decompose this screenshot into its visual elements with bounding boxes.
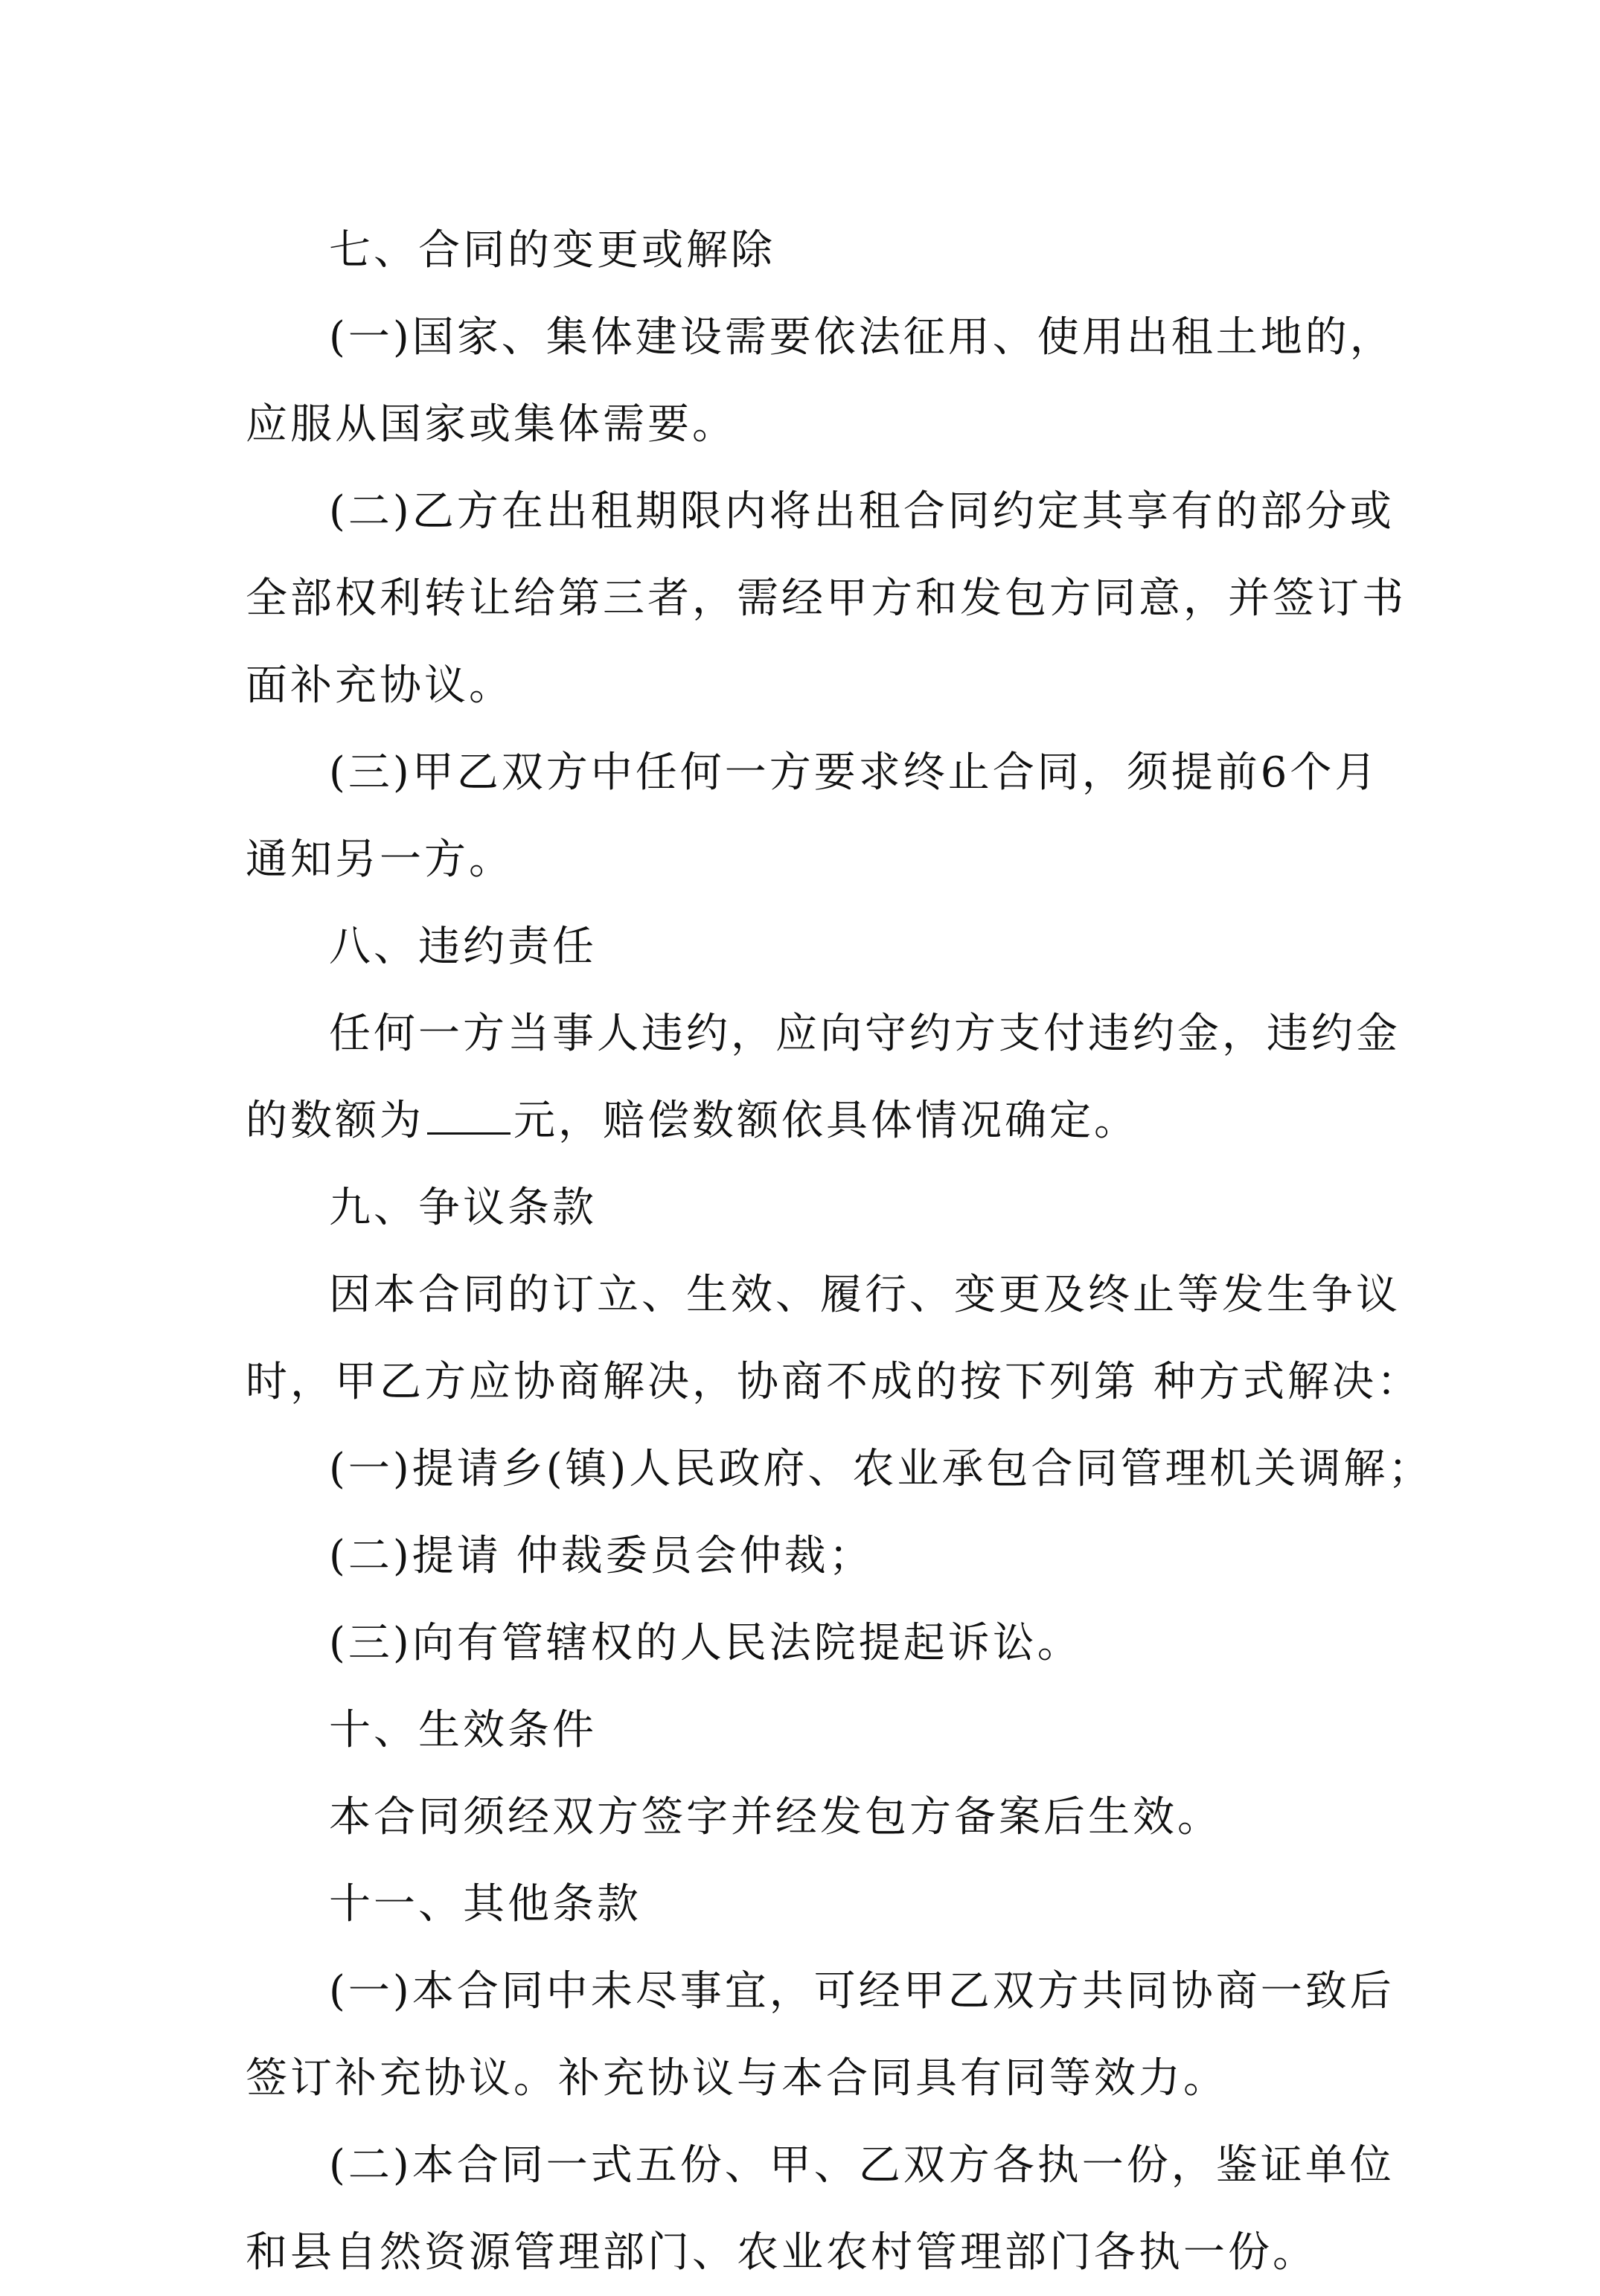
paragraph-line: (一)本合同中未尽事宜，可经甲乙双方共同协商一致后	[329, 1967, 1395, 2016]
paragraph-line: (一)国家、集体建设需要依法征用、使用出租土地的，	[329, 313, 1395, 362]
paragraph-line: (二)本合同一式五份、甲、乙双方各执一份，鉴证单位	[329, 2141, 1395, 2190]
paragraph-line: (二)乙方在出租期限内将出租合同约定其享有的部分或	[329, 487, 1395, 536]
paragraph-text: 仲裁委员会仲裁；	[516, 1532, 874, 1580]
paragraph-line: 签订补充协议。补充协议与本合同具有同等效力。	[246, 2054, 1228, 2103]
section-heading-10: 十、生效条件	[329, 1706, 597, 1754]
section-heading-11: 十一、其他条款	[329, 1880, 641, 1928]
section-heading-8: 八、违约责任	[329, 923, 597, 971]
paragraph-line: (一)提请乡(镇)人民政府、农业承包合同管理机关调解；	[329, 1445, 1433, 1493]
document-body	[246, 207, 1433, 2296]
paragraph-line: 本合同须经双方签字并经发包方备案后生效。	[329, 1793, 1222, 1841]
section-heading-7: 七、合同的变更或解除	[329, 226, 775, 275]
paragraph-line: 通知另一方。	[246, 836, 513, 884]
paragraph-line: (三)甲乙双方中任何一方要求终止合同，须提前6个月	[329, 748, 1380, 797]
paragraph-text: (二)提请	[329, 1532, 502, 1580]
paragraph-line: 全部权利转让给第三者，需经甲方和发包方同意，并签订书	[246, 574, 1407, 623]
paragraph-line: (三)向有管辖权的人民法院提起诉讼。	[329, 1619, 1082, 1667]
paragraph-line: 因本合同的订立、生效、履行、变更及终止等发生争议	[329, 1271, 1401, 1319]
paragraph-text: 时，甲乙方应协商解决，协商不成的按下列第	[246, 1358, 1139, 1406]
paragraph-line: 面补充协议。	[246, 661, 513, 710]
paragraph-line: 任何一方当事人违约，应向守约方支付违约金，违约金	[329, 1010, 1401, 1058]
paragraph-text: 种方式解决：	[1153, 1358, 1421, 1406]
section-heading-9: 九、争议条款	[329, 1184, 597, 1232]
paragraph-line	[246, 1077, 1377, 1164]
paragraph-line: 应服从国家或集体需要。	[246, 400, 737, 449]
paragraph-line	[246, 1513, 1377, 1600]
paragraph-text: 元，赔偿数额依具体情况确定。	[513, 1097, 1139, 1145]
paragraph-line	[246, 1338, 1421, 1426]
paragraph-text: 的数额为	[246, 1097, 424, 1145]
fill-in-blank[interactable]	[427, 1089, 511, 1135]
paragraph-line: 和县自然资源管理部门、农业农村管理部门各执一份。	[246, 2228, 1317, 2277]
